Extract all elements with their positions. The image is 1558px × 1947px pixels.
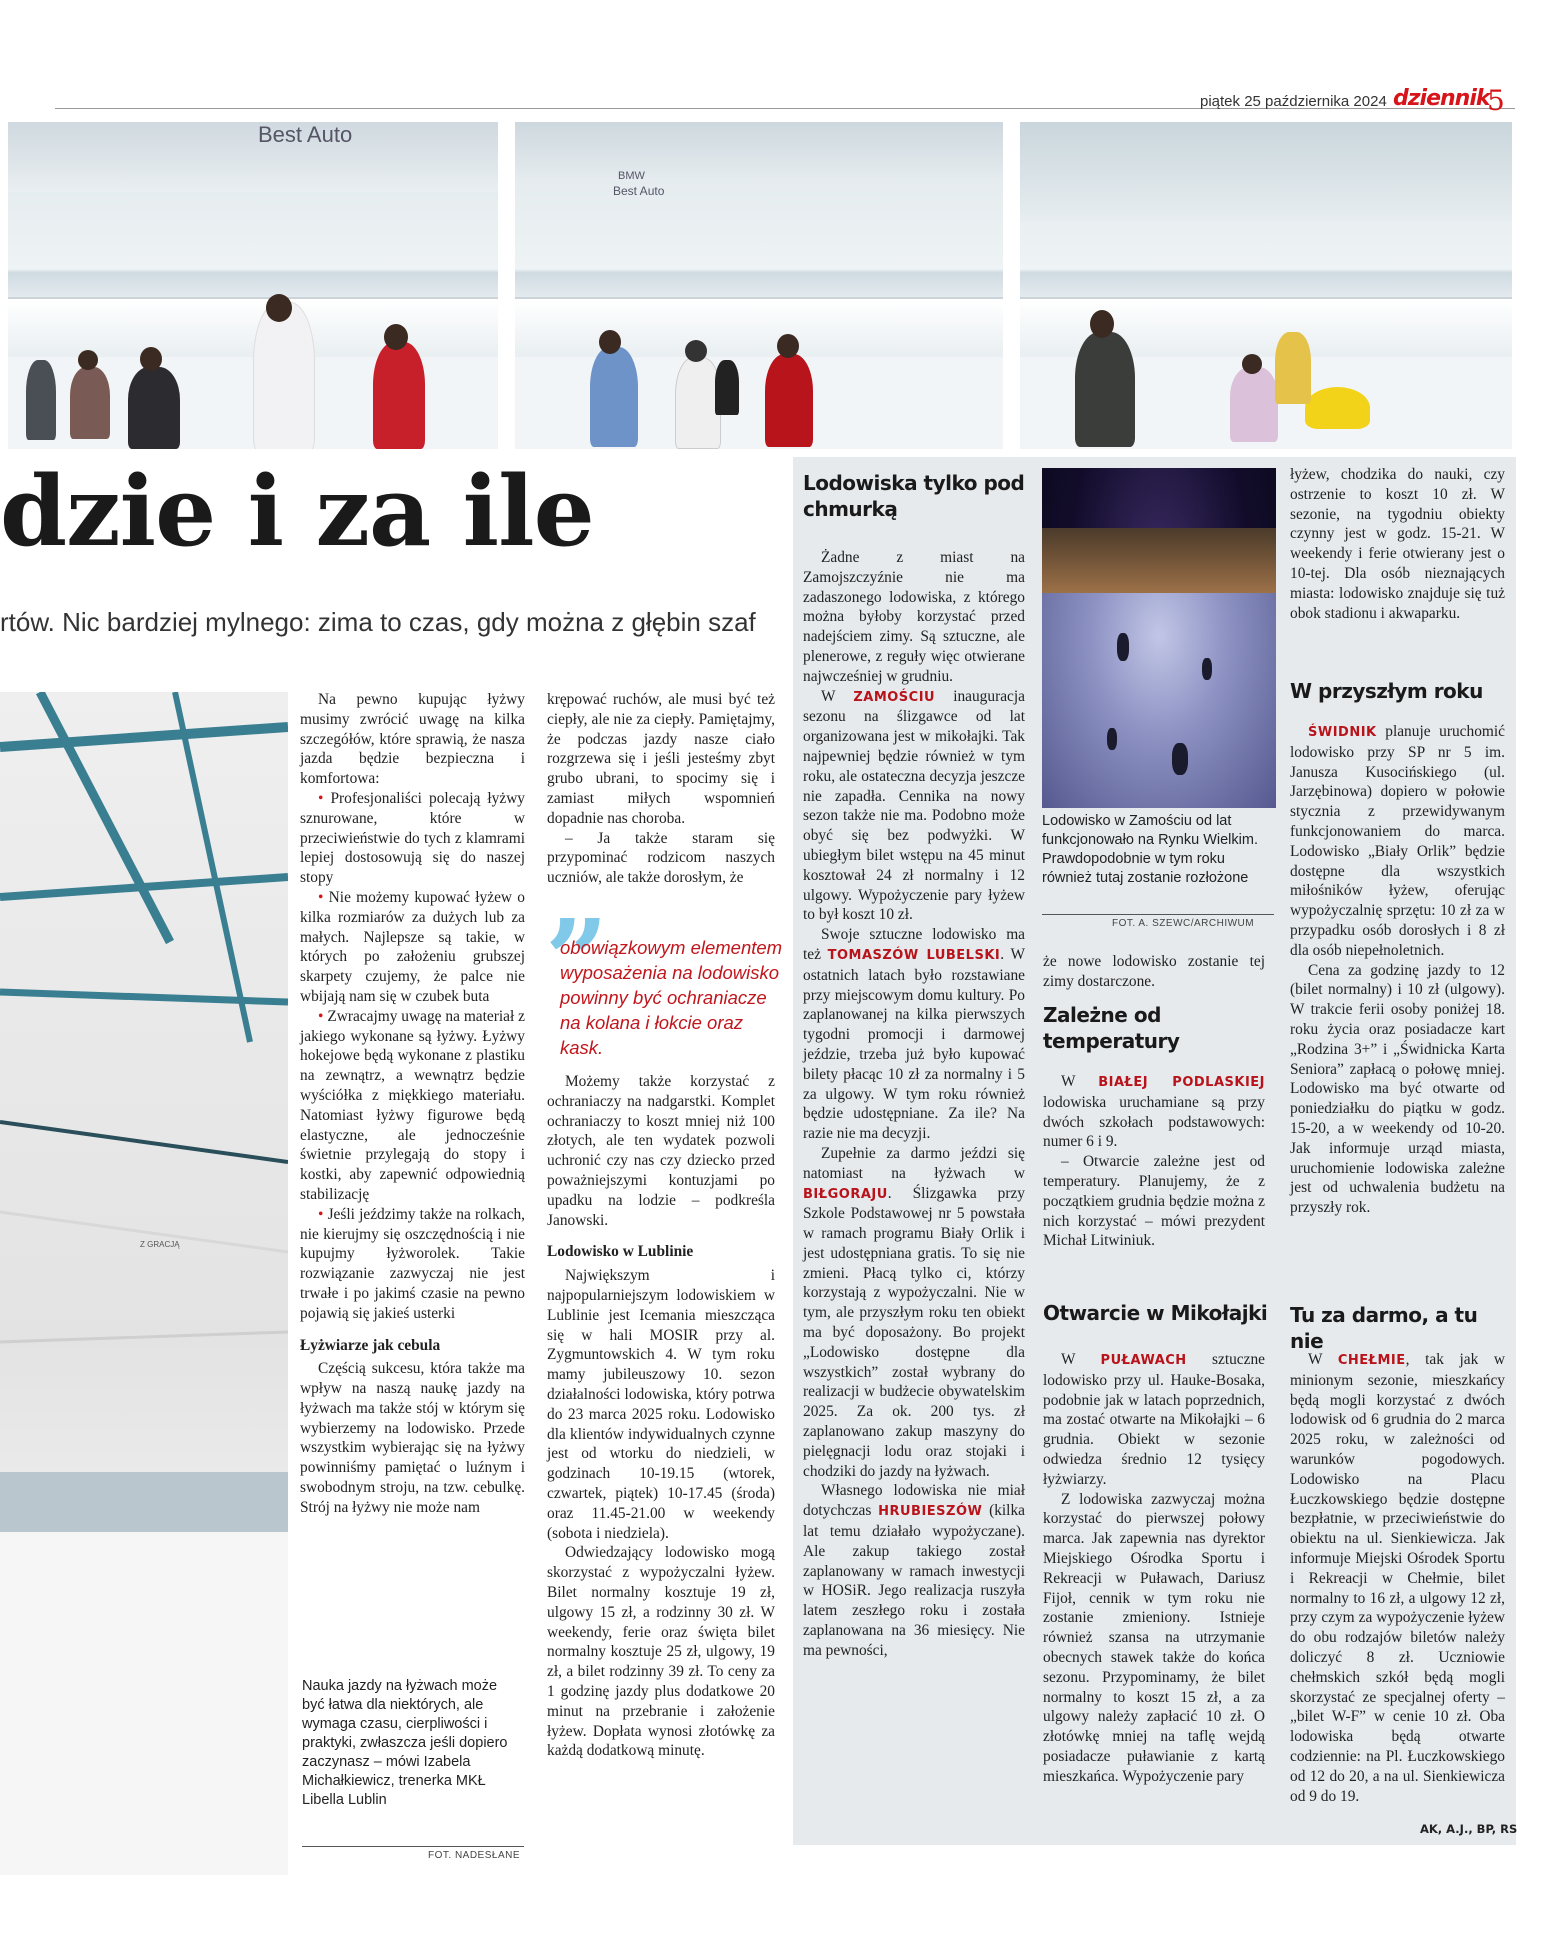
paragraph: krępować ruchów, ale musi być też ciepły, ale nie za ciepły. Pamiętajmy, że podczas jazdy nasze ciało rozgrzewa się i jeśli jesteśmy zbyt grubo ubrani, to spocimy się i zamiast miłych wspomnień dopadnie nas choroba. [547, 691, 775, 827]
tip-3: Zwracajmy uwagę na materiał z jakiego wykonane są łyżwy. Łyżwy hokejowe będą wykonane z plastiku na zewnątrz, a wewnątrz będzie wyściółka z miękkiego materiału. Natomiast łyżwy figurowe będą elastyczne, ale jednocześnie świetnie przylegają do stopy i kostki, aby zapewnić odpowiednią stabilizację [300, 1007, 525, 1203]
photo-caption: Nauka jazdy na łyżwach może być łatwa dla niektórych, ale wymaga czasu, cierpliwości i praktyki, zwłaszcza jeśli dopiero zaczynasz – mówi Izabela Michałkiewicz, trenerka MKŁ Libella Lublin [302, 1678, 508, 1808]
article-column-5 [1290, 465, 1505, 623]
paragraph: Odwiedzający lodowisko mogą skorzystać z wypożyczalni łyżew. Bilet normalny kosztuje 19 zł, ulgowy 15 zł, a rodzinny 30 zł. W weekendy, ferie oraz święta bilet normalny kosztuje 25 zł, ulgowy, 19 zł, a bilet rodzinny 39 zł. To ceny za 1 godzinę jazdy plus dodatkowe 20 minut na przebranie i założenie łyżew. Dopłata wynosi złotówkę za każdą dodatkową minutę. [547, 1544, 775, 1760]
paragraph: że nowe lodowisko zostanie tej zimy dostarczone. [1043, 953, 1265, 990]
paragraph: Częścią sukcesu, która także ma wpływ na naszą naukę jazdy na łyżwach ma także stój w którym się wybierzemy na lodowisko. Przede wszystkim wybierając się na łyżwy powinniśmy pamiętać o luźnym i swobodnym stroju, na tzw. cebulkę. Strój na łyżwy nie może nam [300, 1360, 525, 1516]
paragraph: – Ja także staram się przypominać rodzicom naszych uczniów, ale także dorosłym, że [547, 829, 775, 887]
issue-date: piątek 25 października 2024 [1200, 93, 1387, 110]
paragraph: Możemy także korzystać z ochraniaczy na nadgarstki. Komplet ochraniaczy to koszt mniej niż 100 złotych, ale ten wydatek pozwoli uchronić czy nas czy dziecko przed poważniejszymi kontuzjami po upadku na lodzie – podkreśla Janowski. [547, 1073, 775, 1229]
tip-1: Profesjonaliści polecają łyżwy sznurowane, które w przeciwieństwie do tych z klamrami lepiej dostosowują się do naszej stopy [300, 789, 525, 887]
article-column-4c: W PUŁAWACH sztuczne lodowisko przy ul. Hauke-Bosaka, podobnie jak w latach poprzednich, ma zostać otwarte na Mikołajki – 6 grudnia. Obiekt w sezonie odwiedza średnio 12 tysięcy łyżwiarzy. Z lodowiska zazwyczaj można korzystać do pierwszej połowy marca. Jak zapewnia nas dyrektor Miejskiego Ośrodka Sportu i Rekreacji w Puławach, Dariusz Fijoł, cennik w tym roku nie zostanie zmieniony. Istnieje również szansa na utrzymanie obecnych stawek także do końca sezonu. Przypominamy, że bilet normalny to koszt 15 zł, a za ulgowy należy zapłacić 10 zł. O złotówkę mniej na taflę wejdą posiadacze puławianie z kartą mieszkańca. Wypożyczenie pary [1043, 1351, 1265, 1785]
town-chelm: CHEŁMIE [1337, 1353, 1406, 1368]
article-column-1 [300, 690, 525, 1518]
photo-skaters-right [1020, 122, 1512, 449]
penguin-skating-aid [1305, 387, 1370, 429]
photo-caption: Lodowisko w Zamościu od lat funkcjonowało na Rynku Wielkim. Prawdopodobnie w tym roku również tutaj zostanie rozłożone [1042, 813, 1258, 886]
town-hrubieszow: HRUBIESZÓW [878, 1504, 983, 1520]
paragraph: łyżew, chodzika do nauki, czy ostrzenie to koszt 10 zł. W sezonie, na tygodniu obiekty czynny jest w godz. 15-21. W weekendy i ferie otwierany jest o 10-tej. Dla osób nieznających miasta: lodowisko znajduje się tuż obok stadionu i akwaparku. [1290, 466, 1505, 622]
lead-text: rtów. Nic bardziej mylnego: zima to czas, gdy można z głębin szaf [0, 607, 756, 637]
rink-banner: Z GRACJĄ [140, 1240, 180, 1249]
newspaper-logo: dziennik [1393, 86, 1490, 111]
subheading: Lodowisko w Lublinie [547, 1243, 694, 1261]
sign-best-auto-2: Best Auto [613, 184, 665, 198]
town-zamosc: ZAMOŚCIU [853, 689, 936, 705]
pull-quote: obowiązkowym elementem wyposażenia na lodowisko powinny być ochraniacze na kolana i łokcie oraz kask. [560, 937, 783, 1058]
bullet-icon: • [318, 1205, 328, 1223]
photo-credit: FOT. A. SZEWC/ARCHIWUM [1112, 918, 1255, 929]
paragraph: Z lodowiska zazwyczaj można korzystać do pierwszej połowy marca. Jak zapewnia nas dyrektor Miejskiego Ośrodka Sportu i Rekreacji w Puławach, Dariusz Fijoł, cennik w tym roku nie zostanie zmieniony. Istnieje również szansa na utrzymanie obecnych stawek także do końca sezonu. Przypominamy, że bilet normalny to koszt 15 zł, a za ulgowy należy zapłacić 10 zł. O złotówkę mniej na taflę wejdą posiadacze puławianie z kartą mieszkańca. Wypożyczenie pary [1043, 1490, 1265, 1785]
article-column-4 [1043, 952, 1265, 992]
credit-rule [302, 1846, 524, 1847]
town-swidnik: ŚWIDNIK [1308, 725, 1377, 740]
sign-best-auto: Best Auto [258, 122, 353, 147]
section-heading: Otwarcie w Mikołajki [1043, 1301, 1268, 1325]
article-column-2b [547, 1072, 775, 1761]
photo-skaters-middle [515, 122, 1003, 449]
section-heading: W przyszłym roku [1290, 679, 1483, 703]
paragraph: – Otwarcie zależne jest od temperatury. Planujemy, że z początkiem grudnia będzie można z nich korzystać – mówi prezydent Michał Litwiniuk. [1043, 1153, 1265, 1250]
town-bilgoraj: BIŁGORAJU [803, 1186, 888, 1202]
section-heading: Tu za darmo, a tu nie [1290, 1303, 1478, 1353]
photo-credit: FOT. NADESŁANE [428, 1850, 521, 1861]
tip-2: Nie możemy kupować łyżew o kilka rozmiarów za dużych lub za małych. Najlepsze są takie, w których po założeniu grubszej skarpety czujemy, że palce nie wbijają nam się w czubek buta [300, 888, 525, 1005]
credit-rule [1042, 914, 1274, 915]
subheading: Łyżwiarze jak cebula [300, 1336, 441, 1354]
article-column-5b: ŚWIDNIK planuje uruchomić lodowisko przy SP nr 5 im. Janusza Kusocińskiego (ul. Jarzębinowa) dopiero w połowie stycznia z przewidywanym funkcjonowaniem do marca. Lodowisko „Biały Orlik” będzie dostępne dla wszystkich miłośników łyżew, oferując wypożyczalnię sprzętu: 10 zł za w przypadku osób dorosłych i 8 zł dla osób niepełnoletnich. Cena za godzinę jazdy to 12 (bilet normalny) i 10 zł (ulgowy). W trakcie ferii osoby poniżej 18. roku życia oraz posiadacze kart „Rodzina 3+” i „Świdnicka Karta Seniora” zapłacą o połowę mniej. Lodowisko ma być otwarte od poniedziałku do piątku w godz. 15-20, a w weekendy od 10-20. Jak informuje urząd miasta, uruchomienie lodowiska zależne jest od uchwalenia budżetu na przyszły rok. [1290, 723, 1505, 1217]
photo-empty-rink [0, 692, 288, 1875]
section-heading: Lodowiska tylko pod chmurką [803, 471, 1025, 521]
article-column-2 [547, 690, 775, 888]
author-signature: AK, A.J., BP, RS [1420, 1822, 1518, 1836]
bullet-icon: • [318, 789, 331, 807]
town-biala-podlaska: BIAŁEJ PODLASKIEJ [1098, 1075, 1265, 1090]
photo-zamosc-night-rink [1042, 468, 1276, 808]
sign-bmw: BMW [618, 170, 645, 182]
paragraph: Na pewno kupując łyżwy musimy zwrócić uwagę na kilka szczegółów, które sprawią, że nasza jazda będzie bezpieczna i komfortowa: [300, 691, 525, 788]
article-column-4b: W BIAŁEJ PODLASKIEJ lodowiska uruchamiane są przy dwóch szkołach podstawowych: numer 6 i 9. – Otwarcie zależne jest od temperatury. Planujemy, że z początkiem grudnia będzie można z nich korzystać – mówi prezydent Michał Litwiniuk. [1043, 1073, 1265, 1250]
paragraph: Żadne z miast na Zamojszczyźnie nie ma zadaszonego lodowiska, z którego można byłoby korzystać przed nadejściem zimy. Są sztuczne, ale plenerowe, z reguły więc otwierane najwcześniej w grudniu. [803, 549, 1025, 685]
photo-skaters-left [8, 122, 498, 449]
page-number: 5 [1487, 84, 1505, 117]
headline: dzie i za ile [0, 455, 594, 568]
paragraph: Cena za godzinę jazdy to 12 (bilet normalny) i 10 zł (ulgowy). W trakcie ferii osoby poniżej 18. roku życia oraz posiadacze kart „Rodzina 3+” i „Świdnicka Karta Seniora” zapłacą o połowę mniej. Lodowisko ma być otwarte od poniedziałku do piątku w godz. 15-20, a w weekendy od 10-20. Jak informuje urząd miasta, uruchomienie lodowiska zależne jest od uchwalenia budżetu na przyszły rok. [1290, 961, 1505, 1217]
article-column-3: Żadne z miast na Zamojszczyźnie nie ma zadaszonego lodowiska, z którego można byłoby korzystać przed nadejściem zimy. Są sztuczne, ale plenerowe, z reguły więc otwierane najwcześniej w grudniu. W ZAMOŚCIU inauguracja sezonu na ślizgawce od lat organizowana jest w mikołajki. Tak najpewniej będzie również w tym roku, ale ostateczna decyzja jeszcze nie zapadła. Cennika na nowy sezon także nie ma. Podobno może obyć się bez podwyżki. W ubiegłym bilet wstępu na 45 minut kosztował 24 zł normalny i 12 ulgowy. Wypożyczenie pary łyżew to był koszt 10 zł. Swoje sztuczne lodowisko ma też TOMASZÓW LUBELSKI. W ostatnich latach było rozstawiane przy miejscowym domu kultury. Po zaplanowanej na kilka pierwszych tygodni promocji i darmowej jeździe, trzeba już było kupować bilety płacąc 10 zł za normalny i 5 za ulgowy. W tym roku również będzie udostępniane. Za ile? Na razie nie ma decyzji. Zupełnie za darmo jeździ się natomiast na łyżwach w BIŁGORAJU. Ślizgawka przy Szkole Podstawowej nr 5 powstała w ramach programu Biały Orlik i jest udostępniana gratis. To się nie zmieni. Płacą tylko ci, którzy korzystają z wypożyczalni. Nie w tym, ale przyszłym roku ten obiekt ma być doposażony. Bo projekt „Lodowisko dostępne dla wszystkich” został wybrany do realizacji w budżecie obywatelskim 2025. Za ok. 200 tys. zł zaplanowano zakup maszyny do pielęgnacji lodu oraz stojaki i chodziki do jazdy na łyżwach. Własnego lodowiska nie miał dotychczas HRUBIESZÓW (kilka lat temu działało wypożyczane). Ale zakup takiego został zaplanowany w ramach inwestycji w HOSiR. Jego realizacja ruszyła latem zeszłego roku i została zaplanowana na 36 miesięcy. Nie ma pewności, [803, 549, 1025, 1659]
tip-4: Jeśli jeździmy także na rolkach, nie kierujmy się oszczędnością i nie kupujmy łyżworolek. Takie rozwiązanie zazwyczaj nie jest trwałe i po jakimś czasie na pewno pojawią się jakieś usterki [300, 1205, 525, 1322]
article-column-5c: W CHEŁMIE, tak jak w minionym sezonie, mieszkańcy będą mogli korzystać z dwóch lodowisk od 6 grudnia do 2 marca 2025 roku, w zależności od warunków pogodowych. Lodowisko na Placu Łuczkowskiego będzie dostępne bezpłatnie, w przeciwieństwie do obiektu na ul. Sienkiewicza. Jak informuje Miejski Ośrodek Sportu i Rekreacji w Chełmie, bilet normalny to 16 zł, a ulgowy 12 zł, przy czym za wypożyczenie łyżew do obu rodzajów biletów należy doliczyć 8 zł. Uczniowie chełmskich szkół będą mogli skorzystać ze specjalnej oferty – „bilet W-F” w cenie 10 zł. Oba lodowiska będą otwarte codziennie: na Pl. Łuczkowskiego od 12 do 20, a na ul. Sienkiewicza od 9 do 19. [1290, 1351, 1505, 1805]
section-heading: Zależne od temperatury [1043, 1003, 1180, 1053]
town-tomaszow: TOMASZÓW LUBELSKI [827, 947, 1001, 963]
quote-mark-icon: ” [545, 895, 609, 1024]
rink-ceiling-graphic [0, 692, 288, 1875]
town-pulawy: PUŁAWACH [1100, 1353, 1187, 1368]
bullet-icon: • [318, 888, 329, 906]
bullet-icon: • [318, 1007, 328, 1025]
paragraph: Największym i najpopularniejszym lodowiskiem w Lublinie jest Icemania mieszcząca się w hali MOSIR przy al. Zygmuntowskich 4. W tym roku mamy jubileuszowy 10. sezon działalności lodowiska, który potrwa do 23 marca 2025 roku. Lodowisko dla klientów indywidualnych czynne jest od wtorku do niedzieli, w godzinach 10-19.15 (wtorek, czwartek, piątek) 10-17.45 (środa) oraz 11.45-21.00 w weekendy (sobota i niedziela). [547, 1267, 775, 1542]
